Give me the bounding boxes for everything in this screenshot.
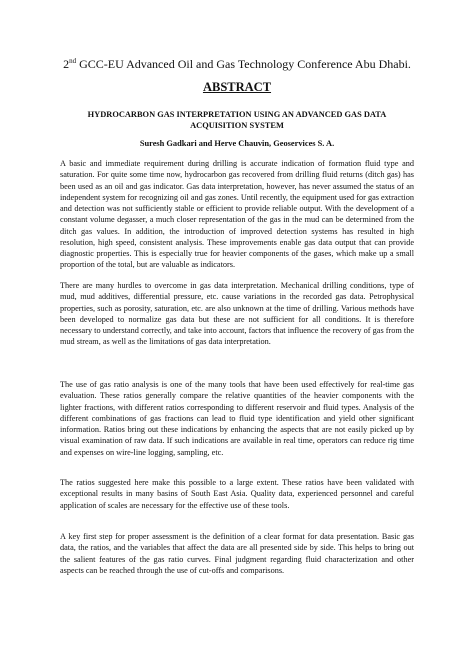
paper-authors: Suresh Gadkari and Herve Chauvin, Geoservices S. A. [139, 139, 335, 148]
abstract-paragraph-5: A key first step for proper assessment is the definition of a clear format for data presentation. Basic gas data, the ratios, and the variables that affect the data are all presented side by side. This helps to bring out the salient features of the gas ratio curves. Final judgment regarding fluid characterization and other aspects can be reached through the use of cut-offs and comparisons. [60, 532, 414, 575]
conference-ordinal-suffix: nd [69, 57, 77, 65]
abstract-paragraph-2: There are many hurdles to overcome in gas data interpretation. Mechanical drilling conditions, type of mud, mud additives, differential pressure, etc. cause variations in the recorded gas data. Petrophysical properties, such as porosity, saturation, etc. are also unknown at the time of drilling. Various methods have been developed to normalize gas data but these are not sufficient for all conditions. It is therefore necessary to understand correctly, and take into account, factors that influence the recovery of gas from the mud stream, as well as the limitations of gas data interpretation. [60, 281, 414, 347]
paper-title: HYDROCARBON GAS INTERPRETATION USING AN ADVANCED GAS DATA ACQUISITION SYSTEM [87, 110, 387, 130]
abstract-paragraph-4: The ratios suggested here make this possible to a large extent. These ratios have been validated with exceptional results in many basins of South East Asia. Quality data, experienced personnel and careful application of scales are necessary for the effective use of these tools. [60, 478, 414, 510]
section-heading-abstract: ABSTRACT [202, 80, 272, 94]
conference-title [0, 57, 474, 71]
conference-ordinal: 2 [63, 57, 70, 71]
abstract-paragraph-3: The use of gas ratio analysis is one of the many tools that have been used effectively for real-time gas evaluation. These ratios generally compare the relative quantities of the heavier components with the lighter fractions, with different ratios corresponding to different reservoir and fluid types. Analysis of the different combinations of gas fractions can lead to fluid type identification and yield other significant information. Ratios bring out these indications by enhancing the aspects that are not easily picked up by visual examination of raw data. If such indications are available in real time, operators can reduce rig time and expenses on wire-line logging, sampling, etc. [60, 380, 414, 457]
conference-name: GCC-EU Advanced Oil and Gas Technology Conference Abu Dhabi. [76, 57, 411, 71]
abstract-paragraph-1: A basic and immediate requirement during drilling is accurate indication of formation fluid type and saturation. For quite some time now, hydrocarbon gas recovered from drilling fluid returns (ditch gas) has been used as an oil and gas indicator. Gas data interpretation, however, has never assumed the status of an independent system for recognizing oil and gas zones. Until recently, the equipment used for gas extraction and detection was not sufficiently stable or efficient to provide reliable output. With the development of a constant volume degasser, a much closer representation of the gas in the mud can be determined from the ditch gas values. In addition, the introduction of improved detection systems has resulted in high resolution, high speed, consistent analysis. These improvements enable gas data output that can provide diagnostic properties. This is especially true for heavier components of the gases, which make up a small proportion of the total, but are valuable as indicators. [60, 159, 414, 270]
